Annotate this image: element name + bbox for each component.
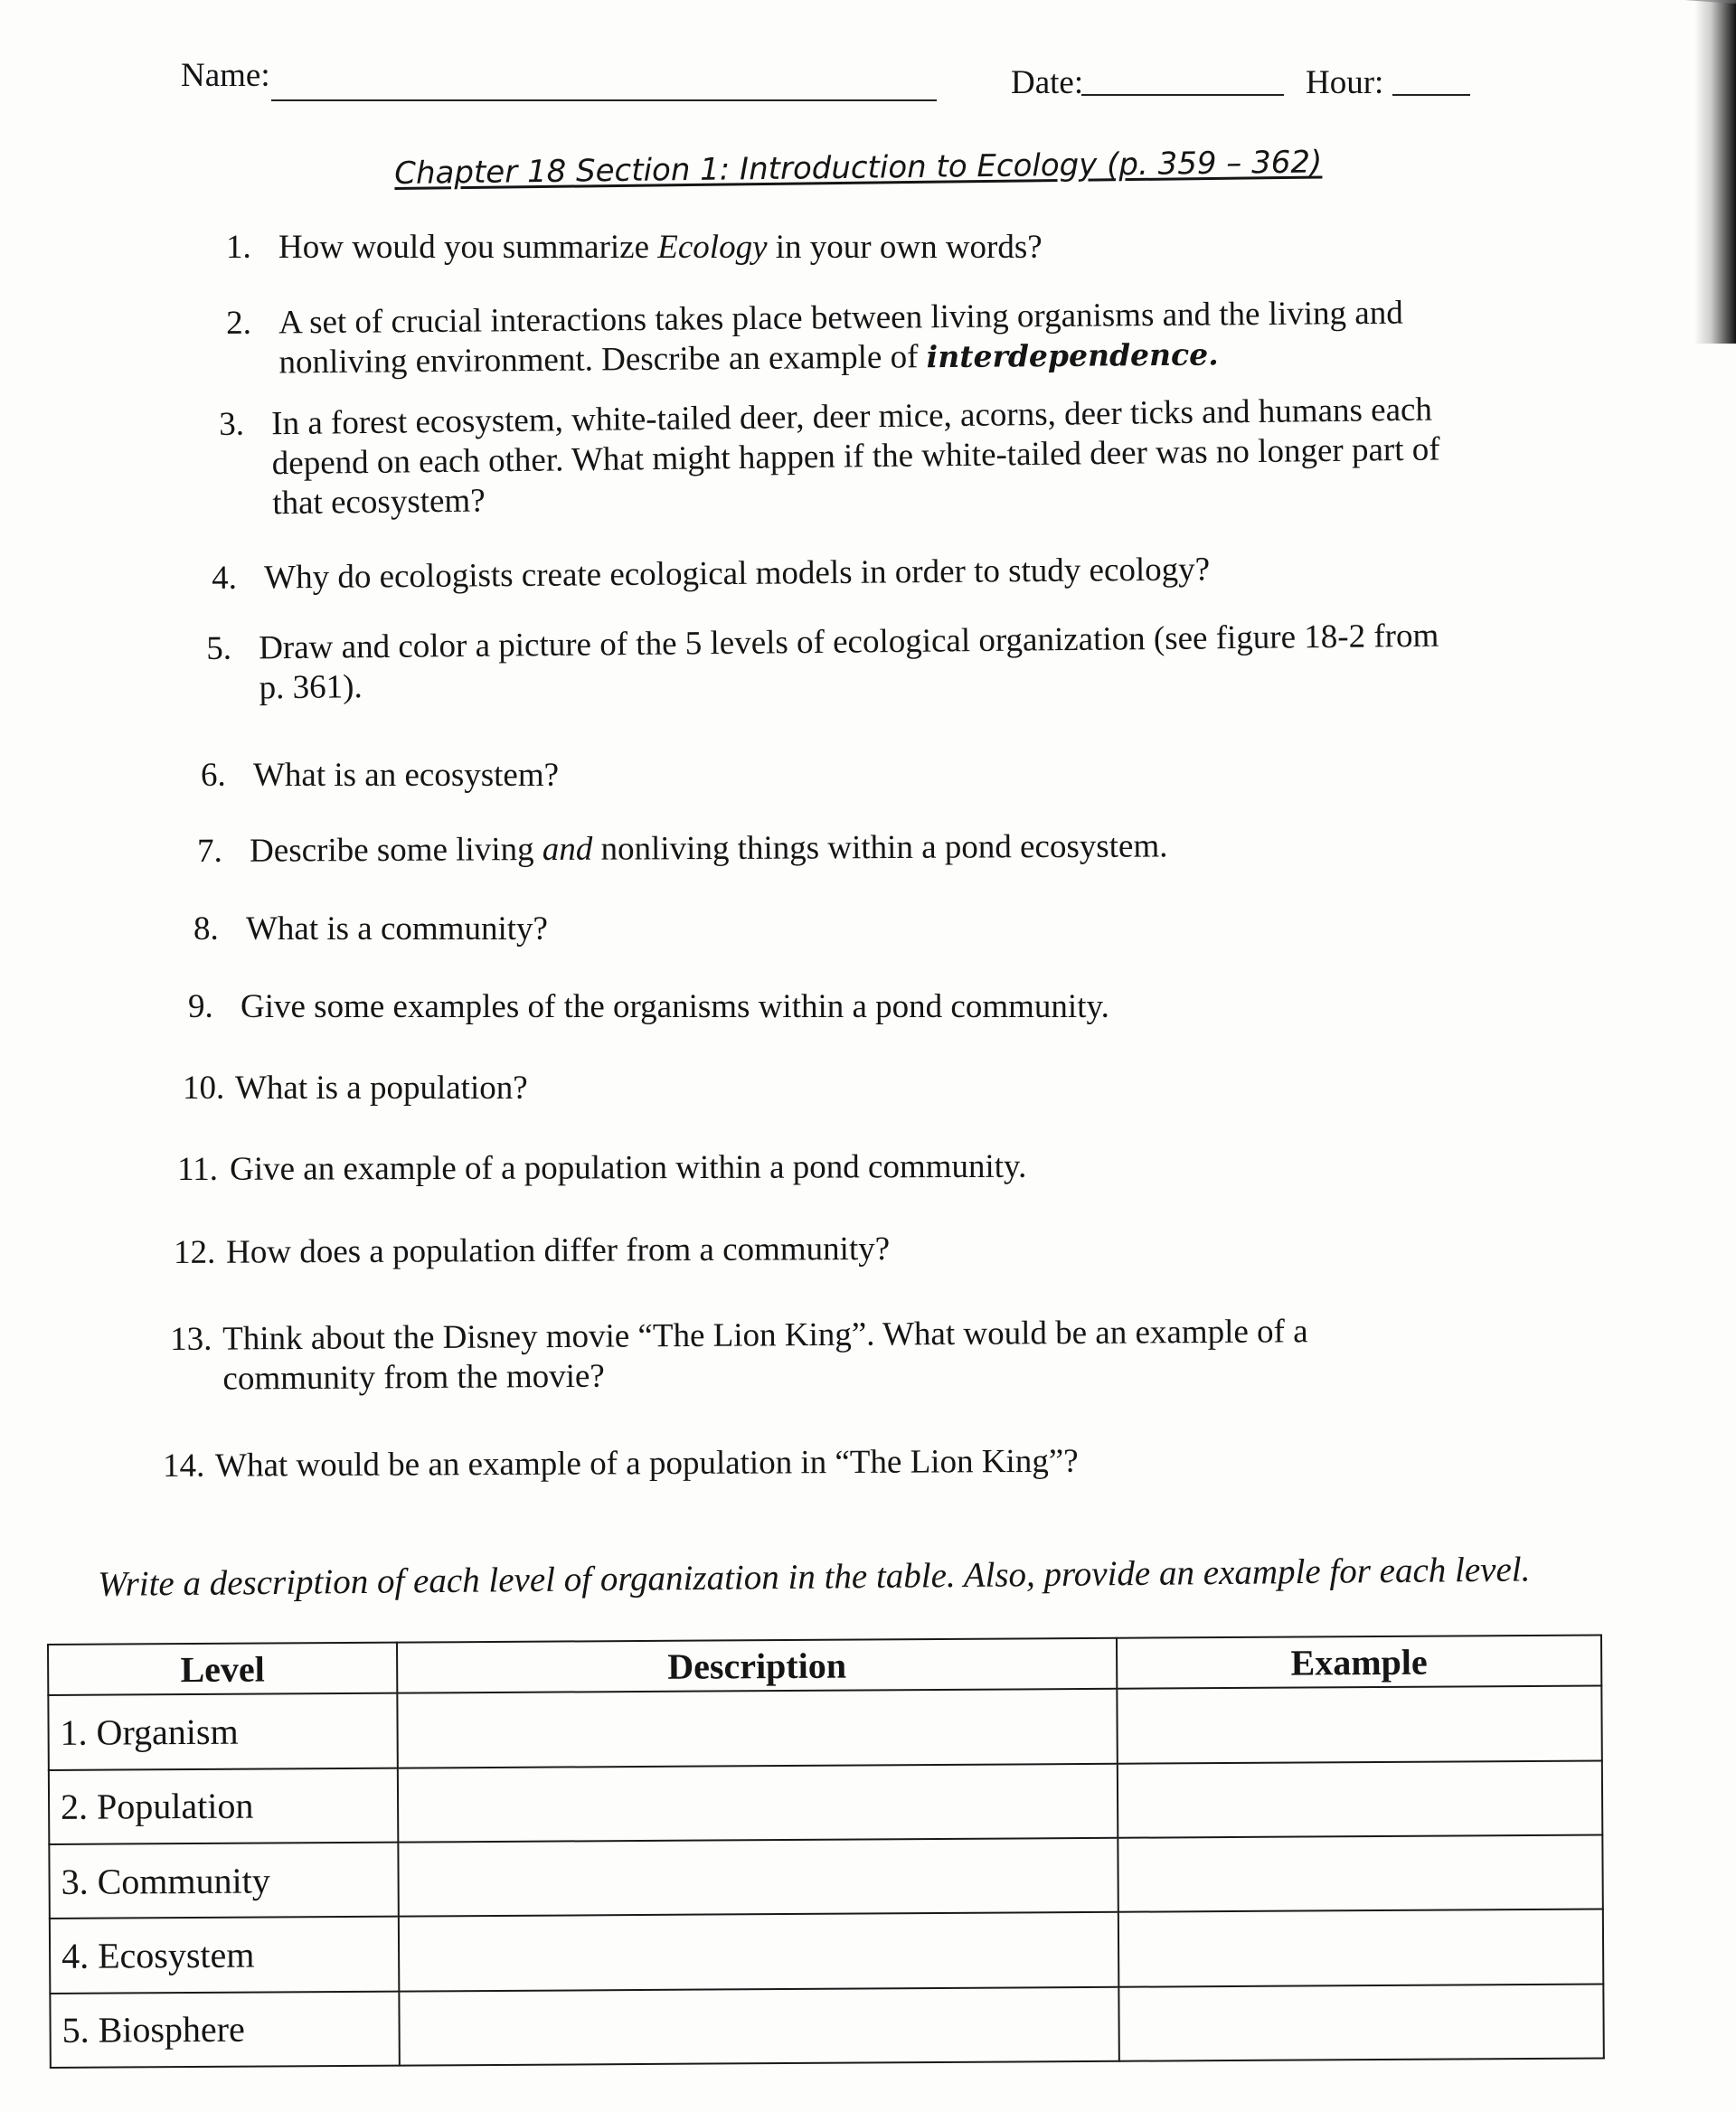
question-3: 3. In a forest ecosystem, white-tailed deer, deer mice, acorns, deer ticks and humans each depend on each other. What might happen if the white-tailed deer was no longer part of that ecosystem? — [219, 391, 1440, 523]
question-number: 4. — [212, 559, 238, 597]
example-cell[interactable] — [1118, 1909, 1603, 1987]
question-9: 9. Give some examples of the organisms within a pond community. — [188, 988, 1109, 1025]
question-number: 12. — [174, 1233, 216, 1271]
hour-label: Hour: — [1306, 64, 1384, 101]
question-13: 13. Think about the Disney movie “The Lion King”. What would be an example of a community from the movie? — [170, 1313, 1308, 1398]
question-12: 12. How does a population differ from a community? — [174, 1230, 891, 1271]
example-cell[interactable] — [1118, 1760, 1602, 1838]
header-description: Description — [397, 1638, 1117, 1693]
example-cell[interactable] — [1118, 1984, 1603, 2061]
description-cell[interactable] — [399, 1912, 1118, 1991]
table-row — [49, 1760, 1602, 1844]
question-5: 5. Draw and color a picture of the 5 levels of ecological organization (see figure 18-2 from p. 361). — [206, 617, 1439, 707]
level-cell: 3. Community — [49, 1843, 398, 1919]
question-number: 1. — [226, 229, 251, 266]
question-number: 14. — [163, 1447, 205, 1485]
question-number: 10. — [183, 1070, 225, 1107]
question-number: 5. — [206, 629, 232, 667]
table-row — [50, 1984, 1603, 2068]
name-blank — [271, 99, 937, 101]
date-label: Date: — [1011, 64, 1084, 101]
levels-table — [47, 1634, 1605, 2068]
question-number: 13. — [170, 1320, 212, 1358]
question-2: 2. A set of crucial interactions takes place between living organisms and the living and nonliving environment. Describe an example of interdependence. — [226, 294, 1403, 382]
question-14: 14. What would be an example of a population in “The Lion King”? — [163, 1442, 1079, 1485]
question-number: 11. — [177, 1150, 219, 1188]
table-instructions: Write a description of each level of organization in the table. Also, provide an example for each level. — [98, 1550, 1531, 1604]
question-7: 7. Describe some living and nonliving things within a pond ecosystem. — [197, 827, 1168, 870]
header-level: Level — [48, 1643, 397, 1696]
table-row — [49, 1834, 1602, 1919]
example-cell[interactable] — [1117, 1686, 1601, 1764]
question-10: 10. What is a population? — [183, 1070, 528, 1107]
description-cell[interactable] — [399, 1986, 1118, 2065]
question-6: 6. What is an ecosystem? — [201, 757, 560, 794]
question-4: 4. Why do ecologists create ecological models in order to study ecology? — [212, 551, 1211, 597]
page-edge-shadow — [1694, 0, 1736, 344]
level-cell: 1. Organism — [48, 1693, 397, 1770]
date-blank — [1081, 94, 1284, 96]
page-title: Chapter 18 Section 1: Introduction to Ecology (p. 359 – 362) — [394, 144, 1323, 192]
table-row — [50, 1909, 1603, 1994]
example-cell[interactable] — [1118, 1834, 1602, 1912]
question-number: 9. — [188, 988, 213, 1025]
question-1: 1. How would you summarize Ecology in your own words? — [226, 229, 1043, 266]
question-number: 8. — [193, 910, 219, 948]
question-number: 6. — [201, 757, 226, 794]
level-cell: 4. Ecosystem — [50, 1917, 399, 1994]
description-cell[interactable] — [397, 1689, 1117, 1768]
description-cell[interactable] — [398, 1763, 1118, 1842]
header-example: Example — [1117, 1635, 1601, 1689]
levels-table-container — [47, 1634, 1605, 2077]
question-number: 7. — [197, 832, 222, 870]
page-curl — [1553, 0, 1736, 31]
table-header-row — [48, 1635, 1601, 1695]
name-label: Name: — [181, 57, 270, 94]
question-number: 2. — [226, 304, 252, 342]
question-8: 8. What is a community? — [193, 910, 548, 948]
hour-blank — [1392, 94, 1470, 96]
question-number: 3. — [219, 405, 245, 443]
question-11: 11. Give an example of a population within a pond community. — [177, 1147, 1027, 1188]
level-cell: 2. Population — [49, 1768, 398, 1844]
level-cell: 5. Biosphere — [50, 1991, 399, 2068]
table-row — [48, 1686, 1601, 1770]
description-cell[interactable] — [398, 1838, 1118, 1917]
